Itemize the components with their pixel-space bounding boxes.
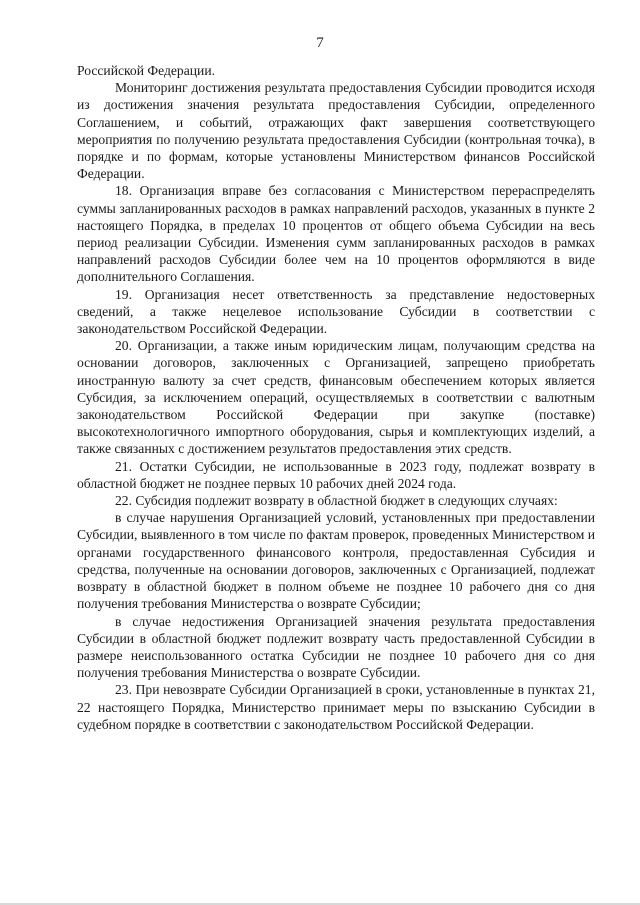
- paragraph-18: 18. Организация вправе без согласования с Министерством перераспределять суммы запланированных расходов в рамках направлений расходов, указанных в пункте 2 настоящего Порядка, в пределах 10 процентов от общего объема Субсидии на весь период реализации Субсидии. Изменения сумм запланированных расходов в рамках направлений расходов Субсидии более чем на 10 процентов оформляются в виде дополнительного Соглашения.: [77, 183, 595, 285]
- document-body: [77, 62, 595, 733]
- paragraph-20: 20. Организации, а также иным юридическим лицам, получающим средства на основании договоров, заключенных с Организацией, запрещено приобретать иностранную валюту за счет средств, финансовым обеспечением которых является Субсидия, за исключением операций, осуществляемых в соответствии с валютным законодательством Российской Федерации при закупке (поставке) высокотехнологичного импортного оборудования, сырья и комплектующих изделий, а также связанных с достижением результатов предоставления этих средств.: [77, 338, 595, 457]
- paragraph-21: 21. Остатки Субсидии, не использованные в 2023 году, подлежат возврату в областной бюджет не позднее первых 10 рабочих дней 2024 года.: [77, 458, 595, 491]
- paragraph-22: 22. Субсидия подлежит возврату в областной бюджет в следующих случаях:: [115, 493, 558, 509]
- page-number: 7: [316, 35, 324, 51]
- paragraph-22-case-nonachievement: в случае недостижения Организацией значения результата предоставления Субсидии в областной бюджет подлежит возврату часть предоставленной Субсидии в размере неиспользованного остатка Субсидии не позднее 10 рабочего дня со дня получения требования Министерства о возврате Субсидии.: [77, 613, 595, 681]
- paragraph-continuation: Российской Федерации.: [77, 63, 215, 78]
- paragraph-19: 19. Организация несет ответственность за представление недостоверных сведений, а также нецелевое использование Субсидии в соответствии с законодательством Российской Федерации.: [77, 286, 595, 337]
- paragraph-23: 23. При невозврате Субсидии Организацией в сроки, установленные в пунктах 21, 22 настоящего Порядка, Министерство принимает меры по взысканию Субсидии в судебном порядке в соответствии с законодательством Российской Федерации.: [77, 682, 595, 732]
- paragraph-22-case-violation: в случае нарушения Организацией условий, установленных при предоставлении Субсидии, выявленного в том числе по фактам проверок, проведенных Министерством и органами государственного финансового контроля, предоставленная Субсидия и средства, полученные на основании договоров, заключенных с Организацией, подлежат возврату в областной бюджет в полном объеме не позднее 10 рабочего дня со дня получения требования Министерства о возврате Субсидии;: [77, 510, 595, 612]
- paragraph-monitoring: Мониторинг достижения результата предоставления Субсидии проводится исходя из достижения значения результата предоставления Субсидии, определенного Соглашением, и событий, отражающих факт завершения соответствующего мероприятия по получению результата предоставления Субсидии (контрольная точка), в порядке и по формам, которые установлены Министерством финансов Российской Федерации.: [77, 80, 595, 182]
